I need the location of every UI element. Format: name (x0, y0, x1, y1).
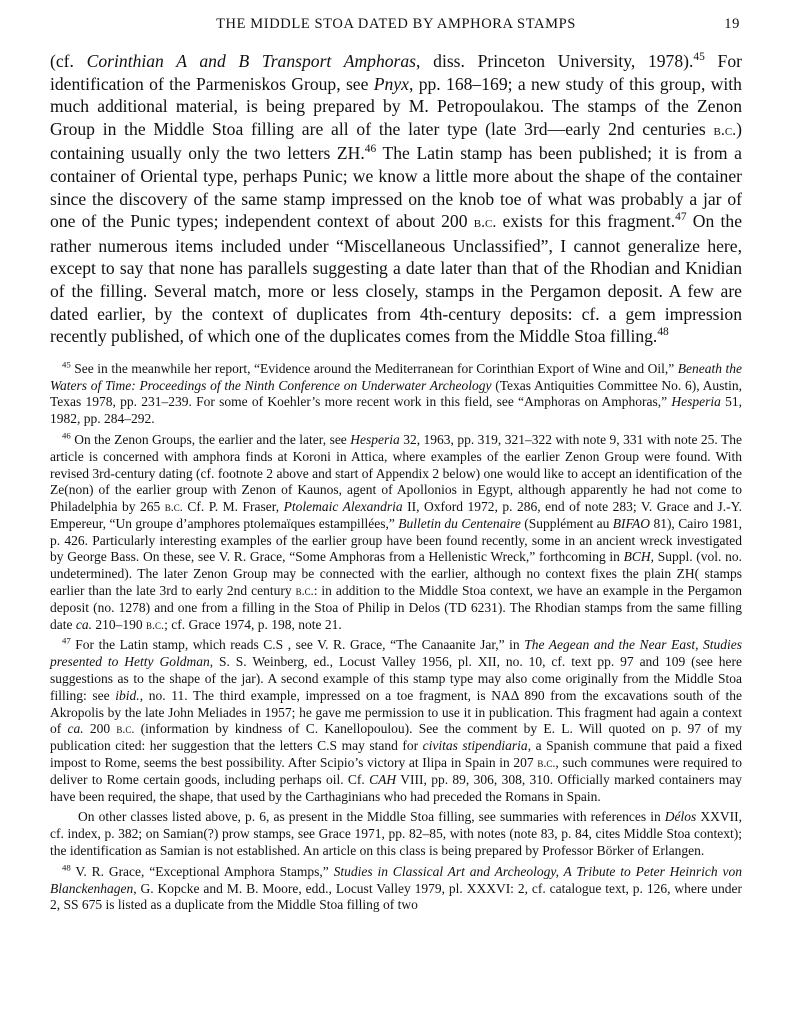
body-paragraph: (cf. Corinthian A and B Transport Amphoras, diss. Princeton University, 1978).$^{45}$ For identification of the Parmeniskos Group, see Pnyx, pp. 168–169; a new study of this group, with much additional material, is being prepared by M. Petropoulakou. The stamps of the Zenon Group in the Middle Stoa filling are all of the later type (late 3rd—early 2nd centuries b.c.) containing usually only the two letters ZH.$^{46}$ The Latin stamp has been published; it is from a container of Oriental type, perhaps Punic; we know a little more about the shape of the container since the discovery of the same stamp impressed on the knob toe of what was probably a jar of one of the Punic types; independent context of about 200 b.c. exists for this fragment.$^{47}$ On the rather numerous items included under “Miscellaneous Unclassified”, I cannot generalize here, except to say that none has parallels suggesting a date later than that of the Rhodian and Knidian of the filling. Several match, more or less closely, stamps in the Pergamon deposit. A few are dated earlier, by the context of duplicates from 4th-century deposits: cf. a gem impression recently published, of which one of the duplicates comes from the Middle Stoa filling.$^{48}$ (50, 51, 743, 347)
running-title: THE MIDDLE STOA DATED BY AMPHORA STAMPS (216, 16, 576, 32)
page-number: 19 (724, 16, 740, 32)
footnote-ref-45[interactable]: 45 (693, 51, 705, 64)
running-header (50, 14, 742, 36)
footnotes (50, 361, 742, 915)
footnote-ref-47[interactable]: 47 (675, 211, 687, 224)
footnote-ref-46[interactable]: 46 (364, 143, 377, 156)
footnote-number: 47 (62, 635, 71, 646)
body-text (50, 50, 742, 348)
footnote-48: $^{48}$ V. R. Grace, “Exceptional Amphora Stamps,” Studies in Classical Art and Archeology, A Tribute to Peter Heinrich von Blanckenhagen, G. Kopcke and M. B. Moore, edd., Locust Valley 1979, pl. XXXVI: 2, cf. catalogue text, p. 126, where under 2, SS 675 is listed as a duplicate from the Middle Stoa filling of two (50, 862, 743, 913)
footnote-46: $^{46}$ On the Zenon Groups, the earlier and the later, see Hesperia 32, 1963, pp. 319, 321–322 with note 9, 331 with note 25. The article is concerned with amphora finds at Koroni in Attica, where examples of the earlier Zenon Group were found. With revised 3rd-century dating (cf. footnote 2 above and start of Appendix 2 below) one would like to accept an identification of the Ze(non) of the earlier group with Zenon of Kaunos, agent of Apollonios in Egypt, although apparently he had not come to Philadelphia by 265 b.c. Cf. P. M. Fraser, Ptolemaic Alexandria II, Oxford 1972, p. 286, end of note 283; V. Grace and J.-Y. Empereur, “Un groupe d’amphores ptolemaïques estampillées,” Bulletin du Centenaire (Supplément au BIFAO 81), Cairo 1981, p. 426. Particularly interesting examples of the earlier group have been found recently, some in an ancient wreck investigated by George Bass. On these, see V. R. Grace, “Some Amphoras from a Hellenistic Wreck,” forthcoming in BCH, Suppl. (vol. no. undetermined). The later Zenon Group may be connected with the earlier, although no context fixes the plain ZH( stamps earlier than the late 3rd to early 2nd century b.c.: in addition to the Middle Stoa context, we have an example in the Pergamon deposit (no. 1278) and one from a filling in the Stoa of Philip in Delos (TD 6231). The Rhodian stamps from the same filling date ca. 210–190 b.c.; cf. Grace 1974, p. 198, note 21. (50, 430, 743, 632)
footnote-number: 45 (62, 359, 71, 370)
footnote-ref-48[interactable]: 48 (657, 326, 669, 339)
footnote-47-continued: On other classes listed above, p. 6, as present in the Middle Stoa filling, see summaries with references in Délos XXVII, cf. index, p. 382; on Samian(?) prow stamps, see Grace 1971, pp. 82–85, with notes (note 83, p. 84, cites Middle Stoa context); the identification as Samian is not established. An article on this class is being prepared by Professor Börker of Erlangen. (50, 809, 742, 859)
footnote-45: $^{45}$ See in the meanwhile her report, “Evidence around the Mediterranean for Corinthian Export of Wine and Oil,” Beneath the Waters of Time: Proceedings of the Ninth Conference on Underwater Archeology (Texas Antiquities Committee No. 6), Austin, Texas 1978, pp. 231–239. For some of Koehler’s more recent work in this field, see “Amphoras on Amphoras,” Hesperia 51, 1982, pp. 284–292. (50, 359, 743, 427)
footnote-number: 48 (62, 862, 71, 873)
footnote-47: $^{47}$ For the Latin stamp, which reads C.S , see V. R. Grace, “The Canaanite Jar,” in The Aegean and the Near East, Studies presented to Hetty Goldman, S. S. Weinberg, ed., Locust Valley 1956, pl. XII, no. 10, cf. text pp. 97 and 109 (see here suggestions as to the shape of the jar). A second example of this stamp type may also come originally from the Middle Stoa filling: see ibid., no. 11. The third example, impressed on a toe fragment, is NAΔ 890 from the excavations south of the Akropolis by the late John Meliades in 1957; he gave me permission to use it in publication. This fragment had again a context of ca. 200 b.c. (information by kindness of C. Kanellopoulou). See the comment by E. L. Will quoted on p. 97 of my publication cited: her suggestion that the letters C.S may stand for civitas stipendiaria, a Spanish commune that paid a fixed impost to Rome, seems the best possibility. After Scipio’s victory at Ilipa in Spain in 207 b.c., such communes were required to deliver to Rome certain goods, including perhaps oil. Cf. CAH VIII, pp. 89, 306, 308, 310. Officially marked containers may have been required, the shape, that used by the Carthaginians who had preceded the Romans in Spain. (50, 635, 743, 804)
footnote-number: 46 (62, 430, 71, 441)
page (50, 14, 742, 918)
